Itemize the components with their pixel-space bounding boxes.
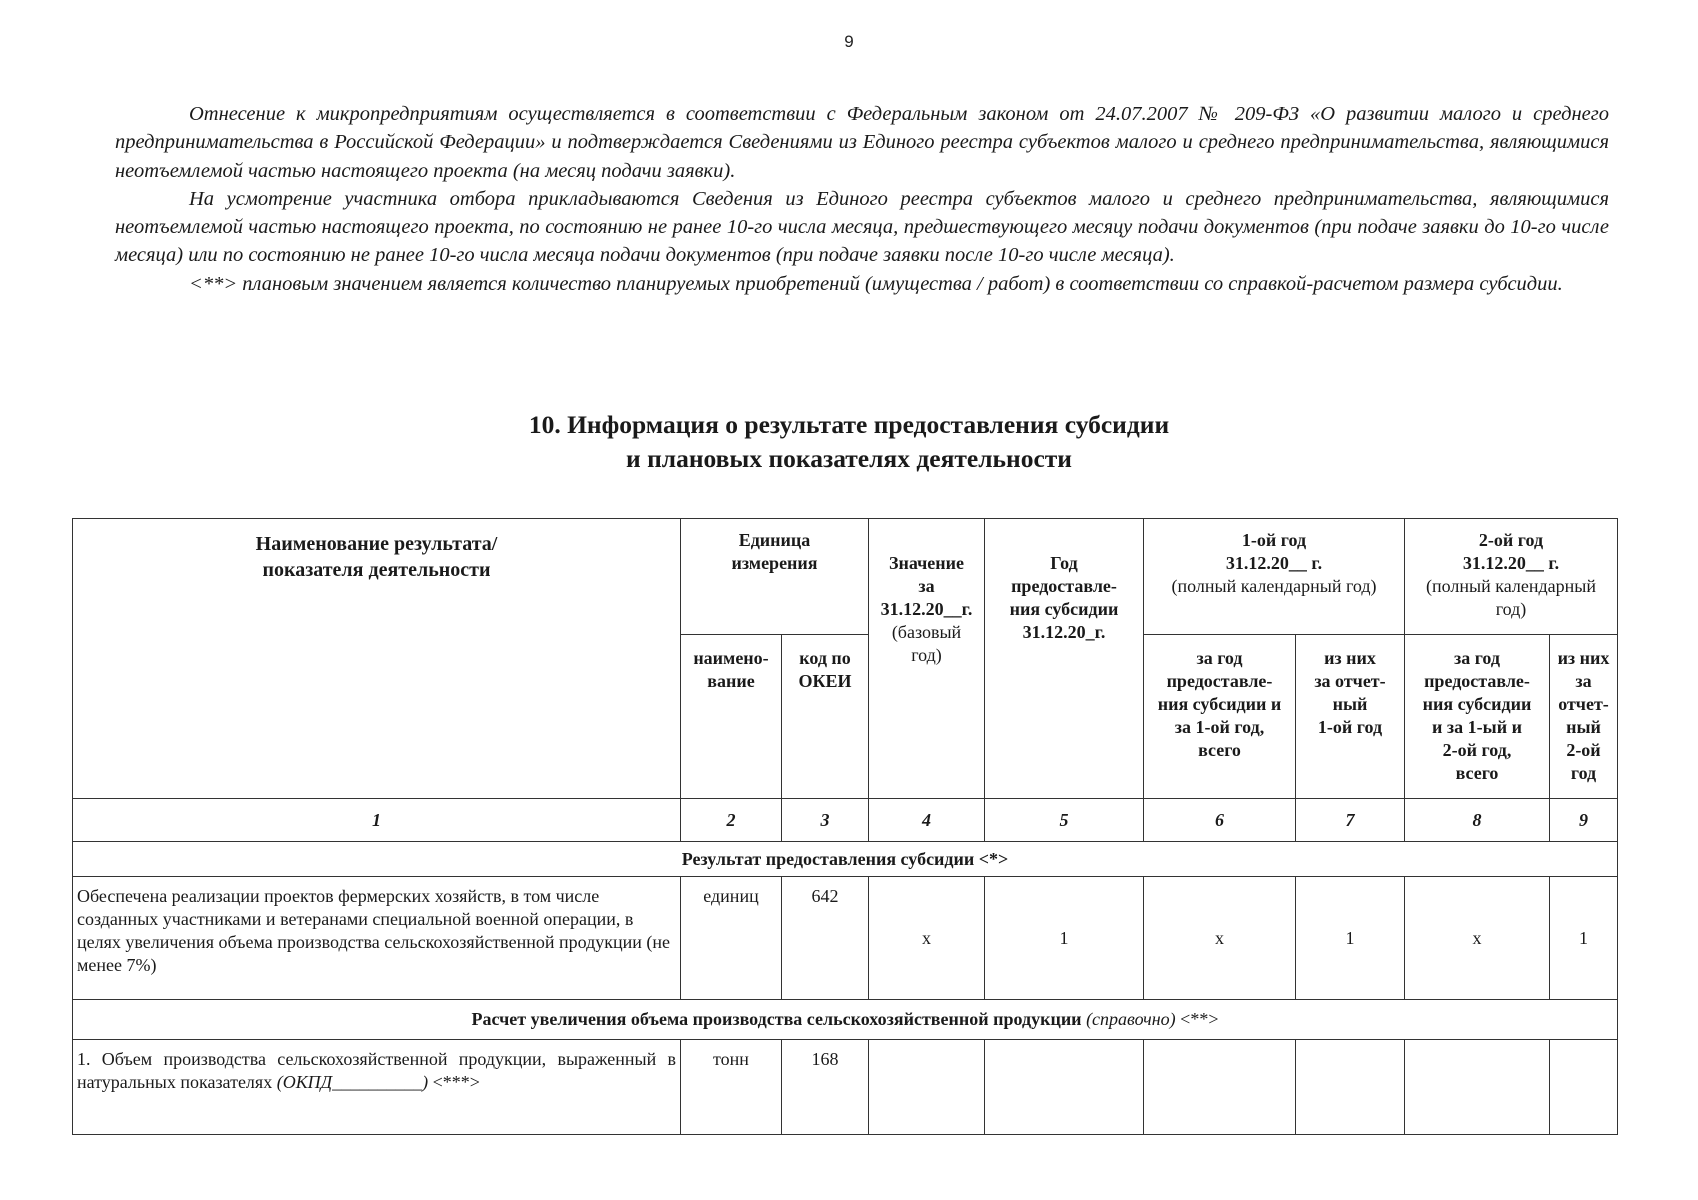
header-col-8: за год предоставле- ния субсидии и за 1-ый и 2-ой год, всего bbox=[1405, 635, 1550, 799]
table-header-row bbox=[73, 519, 1618, 635]
table-row bbox=[73, 877, 1618, 1000]
header-col-9: из них за отчет- ный 2-ой год bbox=[1550, 635, 1618, 799]
value-cell: х bbox=[1405, 877, 1550, 1000]
unit-name-cell: тонн bbox=[681, 1040, 782, 1135]
column-number: 8 bbox=[1405, 799, 1550, 842]
column-number: 4 bbox=[869, 799, 985, 842]
header-first-year: 1-ой год 31.12.20__ г. (полный календарный год) bbox=[1144, 519, 1405, 635]
value-cell bbox=[869, 1040, 985, 1135]
section-heading-subsidy-result: Результат предоставления субсидии <*> bbox=[73, 842, 1618, 877]
header-col-7: из них за отчет- ный 1-ой год bbox=[1296, 635, 1405, 799]
value-cell bbox=[985, 1040, 1144, 1135]
value-cell: х bbox=[869, 877, 985, 1000]
value-cell bbox=[1144, 1040, 1296, 1135]
column-number: 1 bbox=[73, 799, 681, 842]
footnote-paragraph: На усмотрение участника отбора прикладываются Сведения из Единого реестра субъектов малого и среднего предпринимательства, являющимися неотъемлемой частью настоящего проекта, по состоянию не ранее 10-го числа месяца, предшествующего месяцу подачи документов (при подаче заявки до 10-го числе месяца) или по состоянию не ранее 10-го числа месяца подачи документов (при подаче заявки после 10-го числе месяца). bbox=[115, 187, 1609, 267]
value-cell: 1 bbox=[1296, 877, 1405, 1000]
header-col-6: за год предоставле- ния субсидии и за 1-ой год, всего bbox=[1144, 635, 1296, 799]
table-row bbox=[73, 1040, 1618, 1135]
header-result-name: Наименование результата/ показателя деятельности bbox=[73, 519, 681, 799]
column-number: 2 bbox=[681, 799, 782, 842]
okei-code-cell: 168 bbox=[782, 1040, 869, 1135]
footnote-paragraph: Отнесение к микропредприятиям осуществляется в соответствии с Федеральным законом от 24.07.2007 № 209-ФЗ «О развитии малого и среднего предпринимательства в Российской Федерации» и подтверждается Сведениями из Единого реестра субъектов малого и среднего предпринимательства, являющимися неотъемлемой частью настоящего проекта (на месяц подачи заявки). bbox=[115, 103, 1609, 182]
unit-name-cell: единиц bbox=[681, 877, 782, 1000]
header-subsidy-year: Год предоставле- ния субсидии 31.12.20_г. bbox=[985, 519, 1144, 799]
column-number: 7 bbox=[1296, 799, 1405, 842]
footnote-paragraph: <**> плановым значением является количество планируемых приобретений (имущества / работ) в соответствии со справкой-расчетом размера субсидии. bbox=[189, 272, 1563, 295]
header-second-year: 2-ой год 31.12.20__ г. (полный календарный год) bbox=[1405, 519, 1618, 635]
okei-code-cell: 642 bbox=[782, 877, 869, 1000]
header-base-value: Значение за 31.12.20__г. (базовый год) bbox=[869, 519, 985, 799]
column-number: 5 bbox=[985, 799, 1144, 842]
column-number: 9 bbox=[1550, 799, 1618, 842]
value-cell: х bbox=[1144, 877, 1296, 1000]
section-title bbox=[0, 408, 1698, 476]
result-name-cell: Обеспечена реализации проектов фермерских хозяйств, в том числе созданных участниками и ветеранами специальной военной операции, в целях увеличения объема производства сельскохозяйственной продукции (не менее 7%) bbox=[73, 877, 681, 1000]
value-cell: 1 bbox=[985, 877, 1144, 1000]
footnotes bbox=[115, 100, 1609, 298]
section-title-line: 10. Информация о результате предоставления субсидии bbox=[528, 410, 1170, 439]
header-unit-name: наимено- вание bbox=[681, 635, 782, 799]
table-section-row bbox=[73, 1000, 1618, 1040]
value-cell: 1 bbox=[1550, 877, 1618, 1000]
column-number-row bbox=[73, 799, 1618, 842]
header-unit: Единица измерения bbox=[681, 519, 869, 635]
value-cell bbox=[1405, 1040, 1550, 1135]
header-okei-code: код по ОКЕИ bbox=[782, 635, 869, 799]
section-title-line: и плановых показателях деятельности bbox=[626, 444, 1072, 473]
value-cell bbox=[1296, 1040, 1405, 1135]
value-cell bbox=[1550, 1040, 1618, 1135]
page-number: 9 bbox=[844, 32, 854, 51]
table-section-row bbox=[73, 842, 1618, 877]
result-name-cell: 1. Объем производства сельскохозяйственной продукции, выраженный в натуральных показателях (ОКПД__________) <***> bbox=[73, 1040, 681, 1135]
column-number: 6 bbox=[1144, 799, 1296, 842]
column-number: 3 bbox=[782, 799, 869, 842]
results-table bbox=[72, 518, 1618, 1135]
section-heading-production-calc: Расчет увеличения объема производства сельскохозяйственной продукции (справочно) <**> bbox=[73, 1000, 1618, 1040]
